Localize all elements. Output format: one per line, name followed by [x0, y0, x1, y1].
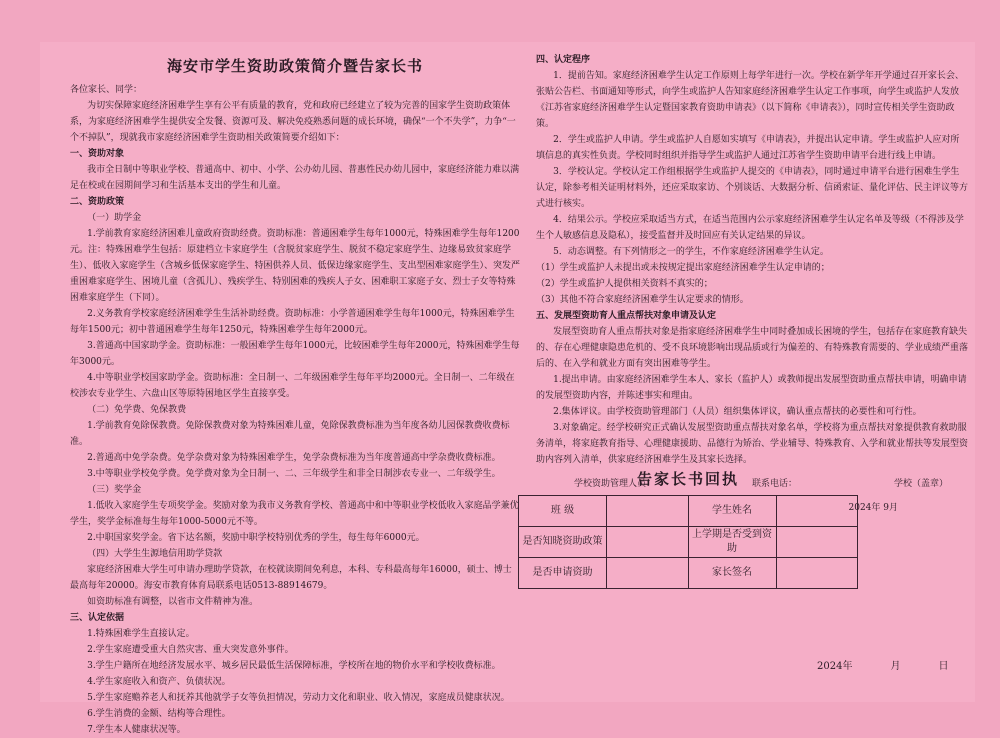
paragraph: 2.普通高中免学杂费。免学杂费对象为特殊困难学生，免学杂费标准为当年度普通高中学杂费收费标准。 [87, 453, 501, 463]
receipt-table [518, 495, 858, 589]
paragraph: 2.集体评议。由学校资助管理部门（人员）组织集体评议，确认重点帮扶的必要性和可行性。 [553, 407, 922, 417]
paragraph: （2）学生或监护人提供相关资料不真实的； [536, 279, 713, 289]
receipt-title: 告家长书回执 [636, 470, 739, 488]
paragraph: 我市全日制中等职业学校、普通高中、初中、小学、公办幼儿园、普惠性民办幼儿园中，家庭经济能力难以满足在校或在园期间学习和生活基本支出的学生和儿童。 [70, 165, 520, 191]
paragraph: 2．学生或监护人申请。学生或监护人自愿如实填写《申请表》，并提出认定申请。学生或监护人应对所填信息的真实性负责。学校同时组织并指导学生或监护人通过江苏省学生资助申请平台进行线上申请。 [536, 135, 960, 161]
apply-aid-field[interactable] [607, 558, 689, 589]
section-heading: （四）大学生生源地信用助学贷款 [87, 549, 223, 559]
paragraph: 1.学前教育家庭经济困难儿童政府资助经费。资助标准：普通困难学生每年1000元，特殊困难学生每年1200元。注：特殊困难学生包括：原建档立卡家庭学生（含脱贫家庭学生、脱贫不稳定家庭学生、边缘易致贫家庭学生）、低收入家庭学生（含城乡低保家庭学生、特困供养人员、低保边缘家庭学生、支出型困难家庭学生）、突发严重困难家庭学生、困境儿童（含孤儿）、残疾学生、特别困难的残疾人子女、困难职工家庭子女、烈士子女等特殊困难家庭学生（下同）。 [70, 229, 521, 303]
section-heading: （一）助学金 [87, 213, 142, 223]
paragraph: 家庭经济困难大学生可申请办理助学贷款，在校就读期间免利息，本科、专科最高每年16000，硕士、博士最高每年20000。海安市教育体育局联系电话0513-88914679。 [70, 565, 512, 591]
paragraph: （3）其他不符合家庭经济困难学生认定要求的情形。 [536, 295, 749, 305]
admin-label: 学校资助管理人员： [574, 479, 656, 489]
paragraph: 为切实保障家庭经济困难学生享有公平有质量的教育，党和政府已经建立了较为完善的国家学生资助政策体系，为家庭经济困难学生提供安全发餐、资源可及、解决免疫熟悉问题的成长环境，确保“一个不失学”，力争“一个不掉队”，现就我市家庭经济困难学生资助相关政策简要介绍如下： [70, 101, 516, 143]
receipt-date [817, 657, 948, 672]
paragraph: 4.学生家庭收入和资产、负债状况。 [87, 677, 231, 687]
section-heading: 五、发展型资助育人重点帮扶对象申请及认定 [536, 311, 717, 321]
paragraph: 各位家长、同学： [70, 85, 143, 95]
paragraph: 5．动态调整。有下列情形之一的学生，不作家庭经济困难学生认定。 [553, 247, 829, 257]
paragraph: 3.中等职业学校免学费。免学费对象为全日制一、二、三年级学生和非全日制涉农专业一、二年级学生。 [87, 469, 501, 479]
prior-aid-field[interactable] [776, 527, 858, 558]
paragraph: 5.学生家庭赡养老人和抚养其他就学子女等负担情况，劳动力文化和职业、收入情况，家庭成员健康状况。 [87, 693, 510, 703]
paragraph: 4．结果公示。学校应采取适当方式，在适当范围内公示家庭经济困难学生认定名单及等级（不得涉及学生个人敏感信息及隐私），接受监督并及时回应有关认定结果的异议。 [536, 215, 964, 241]
apply-aid-label: 是否申请资助 [519, 558, 607, 589]
right-body [536, 52, 968, 468]
receipt-day: 日 [938, 661, 949, 672]
paragraph: 3.普通高中国家助学金。资助标准：一般困难学生每年1000元，比较困难学生每年2000元，特殊困难学生每年3000元。 [70, 341, 520, 367]
paragraph: 2.学生家庭遭受重大自然灾害、重大突发意外事件。 [87, 645, 294, 655]
receipt-year: 2024年 [817, 661, 853, 672]
left-column [70, 56, 520, 738]
paragraph: 3．学校认定。学校认定工作组根据学生或监护人提交的《申请表》，同时通过申请平台进行困难生学生认定，除参考相关证明材料外，还应采取家访、个别谈话、大数据分析、信函索证、量化评估、民主评议等方式进行核实。 [536, 167, 969, 209]
paragraph: 1.低收入家庭学生专项奖学金。奖励对象为我市义务教育学校、普通高中和中等职业学校低收入家庭品学兼优学生，奖学金标准每生每年1000-5000元不等。 [70, 501, 519, 527]
section-heading: 三、认定依据 [70, 613, 125, 623]
section-heading: （三）奖学金 [87, 485, 142, 495]
paragraph: 2.义务教育学校家庭经济困难学生生活补助经费。资助标准：小学普通困难学生每年1000元，特殊困难学生每年1500元；初中普通困难学生每年1250元，特殊困难学生每年2000元。 [70, 309, 515, 335]
receipt-section [518, 468, 858, 589]
class-field[interactable] [607, 496, 689, 527]
letter-date: 2024年 9月 [848, 503, 898, 513]
policy-aware-field[interactable] [607, 527, 689, 558]
paragraph: 发展型资助育人重点帮扶对象是指家庭经济困难学生中同时叠加成长困境的学生，包括存在家庭教育缺失的、存在心理健康隐患危机的、受不良环境影响出现品质或行为偏差的、有特殊教育需要的、学业成绩严重落后的、在入学和就业方面有突出困难等学生。 [536, 327, 969, 369]
paragraph: 6.学生消费的金额、结构等合理性。 [87, 709, 231, 719]
paragraph: 7.学生本人健康状况等。 [87, 725, 186, 735]
phone-label: 联系电话： [751, 479, 797, 489]
class-label: 班 级 [519, 496, 607, 527]
pink-letter-sheet [40, 42, 975, 735]
seal-label: 学校（盖章） [893, 479, 948, 489]
section-heading: 四、认定程序 [536, 55, 591, 65]
policy-aware-label: 是否知晓资助政策 [519, 527, 607, 558]
receipt-row [519, 496, 858, 527]
document-title: 海安市学生资助政策简介暨告家长书 [166, 57, 423, 75]
student-name-label: 学生姓名 [688, 496, 776, 527]
paragraph: 1.提出申请。由家庭经济困难学生本人、家长（监护人）或教师提出发展型资助重点帮扶申请，明确申请的发展型资助内容，并陈述事实和理由。 [536, 375, 967, 401]
paragraph: （1）学生或监护人未提出或未按规定提出家庭经济困难学生认定申请的； [536, 263, 830, 273]
right-column [536, 52, 968, 516]
paragraph: 4.中等职业学校国家助学金。资助标准：全日制一、二年级困难学生每年平均2000元。全日制一、二年级在校涉农专业学生、六盘山区等原特困地区学生直接享受。 [70, 373, 515, 399]
student-name-field[interactable] [776, 496, 858, 527]
paragraph: 2.中职国家奖学金。省下达名额，奖励中职学校特别优秀的学生，每生每年6000元。 [87, 533, 425, 543]
section-heading: （二）免学费、免保教费 [87, 405, 187, 415]
parent-signature-label: 家长签名 [688, 558, 776, 589]
section-heading: 一、资助对象 [70, 149, 125, 159]
paragraph: 3.学生户籍所在地经济发展水平、城乡居民最低生活保障标准，学校所在地的物价水平和学校收费标准。 [87, 661, 501, 671]
prior-aid-label: 上学期是否受到资助 [688, 527, 776, 558]
paragraph: 如资助标准有调整，以省市文件精神为准。 [87, 597, 259, 607]
parent-signature-field[interactable] [776, 558, 858, 589]
receipt-month: 月 [890, 661, 901, 672]
paragraph: 1.学前教育免除保教费。免除保教费对象为特殊困难儿童，免除保教费标准为当年度各幼儿园保教费收费标准。 [70, 421, 510, 447]
receipt-row [519, 527, 858, 558]
left-body [70, 82, 520, 738]
paragraph: 3.对象确定。经学校研究正式确认发展型资助重点帮扶对象名单，学校将为重点帮扶对象提供教育救助服务清单，将家庭教育指导、心理健康援助、品德行为矫治、学业辅导、特殊教育、入学和就业帮扶等发展型资助内容列入清单，供家庭经济困难学生及其家长选择。 [536, 423, 969, 465]
section-heading: 二、资助政策 [70, 197, 125, 207]
receipt-row [519, 558, 858, 589]
paragraph: 1.特殊困难学生直接认定。 [87, 629, 195, 639]
paragraph: 1．提前告知。家庭经济困难学生认定工作原则上每学年进行一次。学校在新学年开学通过召开家长会、张贴公告栏、书面通知等形式，向学生或监护人告知家庭经济困难学生认定工作事项，向学生或监护人发放《江苏省家庭经济困难学生认定暨国家教育资助申请表》（以下简称《申请表》），同时宣传相关学生资助政策。 [536, 71, 964, 129]
